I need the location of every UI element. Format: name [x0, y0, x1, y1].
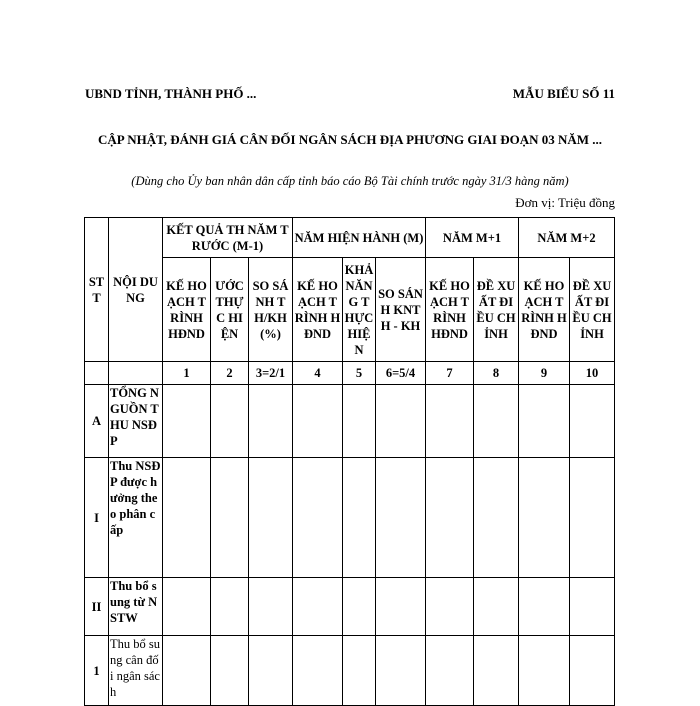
row-code: II	[85, 578, 109, 636]
table-row	[85, 458, 615, 578]
value-cell	[249, 636, 293, 706]
column-number: 6=5/4	[376, 362, 426, 385]
row-code: 1	[85, 636, 109, 706]
value-cell	[474, 385, 519, 458]
subheader: ĐỀ XUẤT ĐIỀU CHỈNH	[570, 258, 615, 362]
subheader: ƯỚC THỰC HIỆN	[211, 258, 249, 362]
form-number: MẪU BIỂU SỐ 11	[512, 86, 615, 101]
table-row	[85, 636, 615, 706]
column-number: 8	[474, 362, 519, 385]
column-number-cell	[85, 362, 109, 385]
column-number: 10	[570, 362, 615, 385]
document-subtitle: (Dùng cho Ủy ban nhân dân cấp tỉnh báo cáo Bộ Tài chính trước ngày 31/3 hàng năm)	[131, 174, 569, 188]
column-number-cell	[109, 362, 163, 385]
subheader: KẾ HOẠCH TRÌNH HĐND	[426, 258, 474, 362]
subheader: SO SÁNH TH/KH (%)	[249, 258, 293, 362]
row-content: Thu bổ sung từ NSTW	[109, 578, 163, 636]
column-number: 2	[211, 362, 249, 385]
value-cell	[570, 458, 615, 578]
column-number: 9	[519, 362, 570, 385]
column-number-row	[85, 362, 615, 385]
value-cell	[426, 578, 474, 636]
value-cell	[570, 636, 615, 706]
value-cell	[376, 458, 426, 578]
header-group: KẾT QUẢ TH NĂM TRƯỚC (M-1)	[163, 218, 293, 258]
document-title: CẬP NHẬT, ĐÁNH GIÁ CÂN ĐỐI NGÂN SÁCH ĐỊA PHƯƠNG GIAI ĐOẠN 03 NĂM ...	[97, 132, 603, 147]
column-number: 7	[426, 362, 474, 385]
subheader: KẾ HOẠCH TRÌNH HĐND	[163, 258, 211, 362]
value-cell	[293, 578, 343, 636]
value-cell	[426, 385, 474, 458]
value-cell	[293, 458, 343, 578]
value-cell	[211, 385, 249, 458]
value-cell	[293, 385, 343, 458]
subheader: ĐỀ XUẤT ĐIỀU CHỈNH	[474, 258, 519, 362]
subheader: KẾ HOẠCH TRÌNH HĐND	[293, 258, 343, 362]
value-cell	[426, 458, 474, 578]
header-content: NỘI DUNG	[109, 218, 163, 362]
column-number: 1	[163, 362, 211, 385]
value-cell	[376, 385, 426, 458]
value-cell	[570, 385, 615, 458]
value-cell	[343, 385, 376, 458]
table-subheader-row	[85, 258, 615, 362]
value-cell	[163, 636, 211, 706]
column-number: 3=2/1	[249, 362, 293, 385]
unit-label: Đơn vị: Triệu đồng	[515, 195, 615, 210]
value-cell	[474, 636, 519, 706]
value-cell	[343, 458, 376, 578]
value-cell	[343, 636, 376, 706]
table-row	[85, 578, 615, 636]
row-code: I	[85, 458, 109, 578]
header-stt: STT	[85, 218, 109, 362]
value-cell	[249, 385, 293, 458]
row-code: A	[85, 385, 109, 458]
value-cell	[249, 578, 293, 636]
subheader: KẾ HOẠCH TRÌNH HĐND	[519, 258, 570, 362]
value-cell	[519, 458, 570, 578]
value-cell	[163, 578, 211, 636]
agency-header: UBND TỈNH, THÀNH PHỐ ...	[85, 86, 257, 101]
header-group: NĂM HIỆN HÀNH (M)	[293, 218, 426, 258]
row-content: Thu NSĐP được hưởng theo phân cấp	[109, 458, 163, 578]
budget-table	[84, 217, 615, 706]
value-cell	[519, 636, 570, 706]
value-cell	[474, 458, 519, 578]
value-cell	[376, 578, 426, 636]
value-cell	[343, 578, 376, 636]
header-group: NĂM M+2	[519, 218, 615, 258]
value-cell	[293, 636, 343, 706]
subheader: SO SÁNH KNTH - KH	[376, 258, 426, 362]
value-cell	[426, 636, 474, 706]
column-number: 5	[343, 362, 376, 385]
value-cell	[519, 578, 570, 636]
value-cell	[249, 458, 293, 578]
value-cell	[211, 636, 249, 706]
value-cell	[163, 385, 211, 458]
column-number: 4	[293, 362, 343, 385]
row-content: Thu bổ sung cân đối ngân sách	[109, 636, 163, 706]
value-cell	[163, 458, 211, 578]
value-cell	[211, 458, 249, 578]
table-header-row	[85, 218, 615, 258]
value-cell	[519, 385, 570, 458]
value-cell	[474, 578, 519, 636]
value-cell	[570, 578, 615, 636]
value-cell	[211, 578, 249, 636]
value-cell	[376, 636, 426, 706]
subheader: KHẢ NĂNG THỰC HIỆN	[343, 258, 376, 362]
table-row	[85, 385, 615, 458]
row-content: TỔNG NGUỒN THU NSĐP	[109, 385, 163, 458]
header-group: NĂM M+1	[426, 218, 519, 258]
